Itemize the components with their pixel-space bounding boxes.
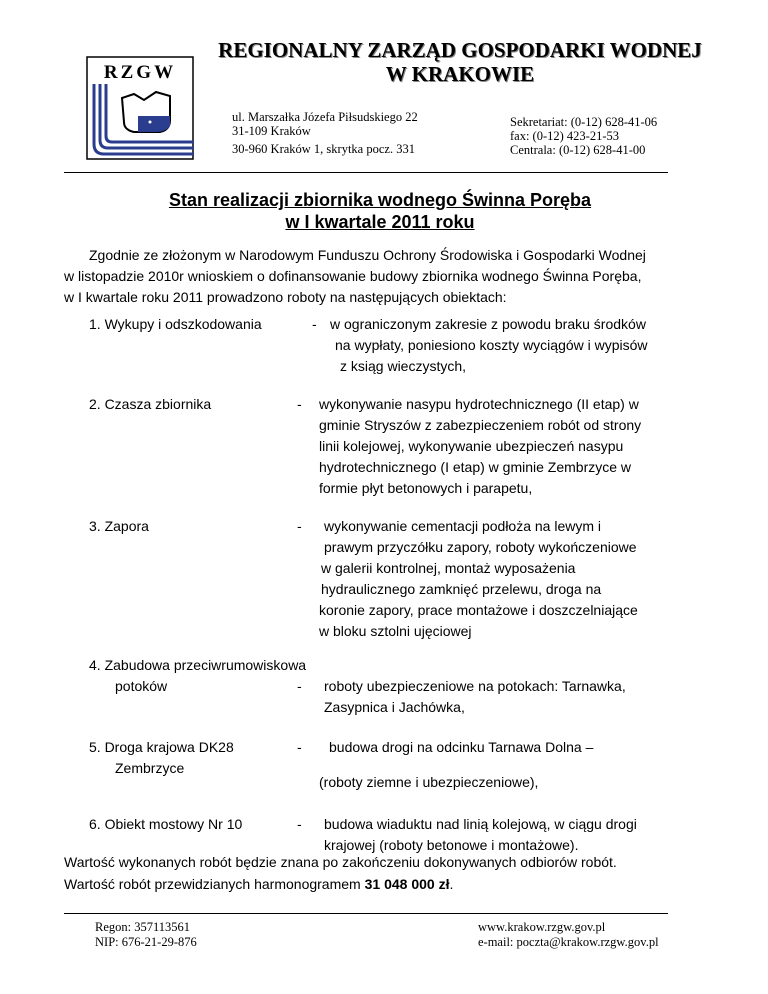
item-6-line2: krajowej (roboty betonowe i montażowe). [324,837,579,853]
item-2-line2: gminie Stryszów z zabezpieczeniem robót od strony [319,417,642,433]
item-1-line2: na wypłaty, poniesiono koszty wyciągów i wypisów [335,337,648,353]
summary-line1: Wartość wykonanych robót będzie znana po zakończeniu dokonywanych odbiorów robót. [64,854,617,870]
item-3-line5: koronie zapory, prace montażowe i doszczelniające [319,602,638,618]
item-2-label: 2. Czasza zbiornika [89,396,212,412]
item-4-line2: Zasypnica i Jachówka, [324,699,465,715]
intro-line3: w I kwartale roku 2011 prowadzono roboty na następujących obiektach: [64,289,507,305]
item-2-line5: formie płyt betonowych i parapetu, [319,480,533,496]
contact-switchboard: Centrala: (0-12) 628-41-00 [510,143,646,157]
summary-line2-suffix: . [449,876,454,892]
item-5-label: 5. Droga krajowa DK28 [89,739,234,755]
item-3-line3: w galerii kontrolnej, montaż wyposażenia [321,560,576,576]
item-5-line2: (roboty ziemne i ubezpieczeniowe), [319,774,539,790]
header-divider [64,172,668,173]
footer-email[interactable]: e-mail: poczta@krakow.rzgw.gov.pl [478,935,659,949]
item-2-dash: - [297,396,302,412]
item-4-label2: potoków [115,678,168,694]
rzgw-logo [86,56,196,160]
item-4-label: 4. Zabudowa przeciwrumowiskowa [89,657,307,673]
item-3-line2: prawym przyczółku zapory, roboty wykończeniowe [324,539,637,555]
item-4-dash: - [297,678,302,694]
footer-website[interactable]: www.krakow.rzgw.gov.pl [478,920,606,934]
footer-regon: Regon: 357113561 [95,920,191,934]
address-city: 31-109 Kraków [232,124,311,138]
document-title [90,189,670,233]
address-pobox: 30-960 Kraków 1, skrytka pocz. 331 [232,142,415,156]
item-2-line1: wykonywanie nasypu hydrotechnicznego (II etap) w [319,396,639,412]
rzgw-logo-graphic [86,56,196,160]
item-1-dash: - [312,316,317,332]
item-2-line4: hydrotechnicznego (I etap) w gminie Zembrzyce w [319,459,632,475]
item-1-line1: w ograniczonym zakresie z powodu braku środków [330,316,646,332]
org-name-line2: W KRAKOWIE [385,62,535,86]
item-3-line6: w bloku sztolni ujęciowej [319,623,472,639]
item-5-label2: Zembrzyce [115,760,185,776]
org-name-line1: REGIONALNY ZARZĄD GOSPODARKI WODNEJ [218,38,702,62]
intro-line2: w listopadzie 2010r wnioskiem o dofinansowanie budowy zbiornika wodnego Świnna Poręba, [64,268,642,284]
logo-text: RZGW [103,62,177,83]
footer-nip: NIP: 676-21-29-876 [95,935,197,949]
item-1-line3: z ksiąg wieczystych, [340,358,467,374]
item-3-dash: - [297,518,302,534]
footer-divider [64,913,668,914]
item-2-line3: linii kolejowej, wykonywanie ubezpieczeń nasypu [319,438,624,454]
item-3-line4: hydraulicznego zamknięć przelewu, droga na [321,581,602,597]
item-6-dash: - [297,816,302,832]
title-line2: w I kwartale 2011 roku [285,212,475,232]
contact-secretariat: Sekretariat: (0-12) 628-41-06 [510,115,658,129]
intro-line1: Zgodnie ze złożonym w Narodowym Funduszu Ochrony Środowiska i Gospodarki Wodnej [89,247,646,263]
summary-line2 [64,874,453,895]
contact-fax: fax: (0-12) 423-21-53 [510,129,619,143]
item-1-label: 1. Wykupy i odszkodowania [89,316,262,332]
item-3-label: 3. Zapora [89,518,149,534]
item-6-line1: budowa wiaduktu nad linią kolejową, w ciągu drogi [324,816,637,832]
item-4-line1: roboty ubezpieczeniowe na potokach: Tarnawka, [324,678,626,694]
summary-line2-text: Wartość robót przewidzianych harmonogramem [64,876,365,892]
item-5-dash: - [297,739,302,755]
item-3-line1: wykonywanie cementacji podłoża na lewym i [324,518,602,534]
item-5-line1: budowa drogi na odcinku Tarnawa Dolna – [329,739,594,755]
address-street: ul. Marszałka Józefa Piłsudskiego 22 [232,110,418,124]
title-line1: Stan realizacji zbiornika wodnego Świnna Poręba [168,190,592,210]
organization-name [200,38,720,86]
summary-amount: 31 048 000 zł [364,876,450,892]
item-6-label: 6. Obiekt mostowy Nr 10 [89,816,243,832]
